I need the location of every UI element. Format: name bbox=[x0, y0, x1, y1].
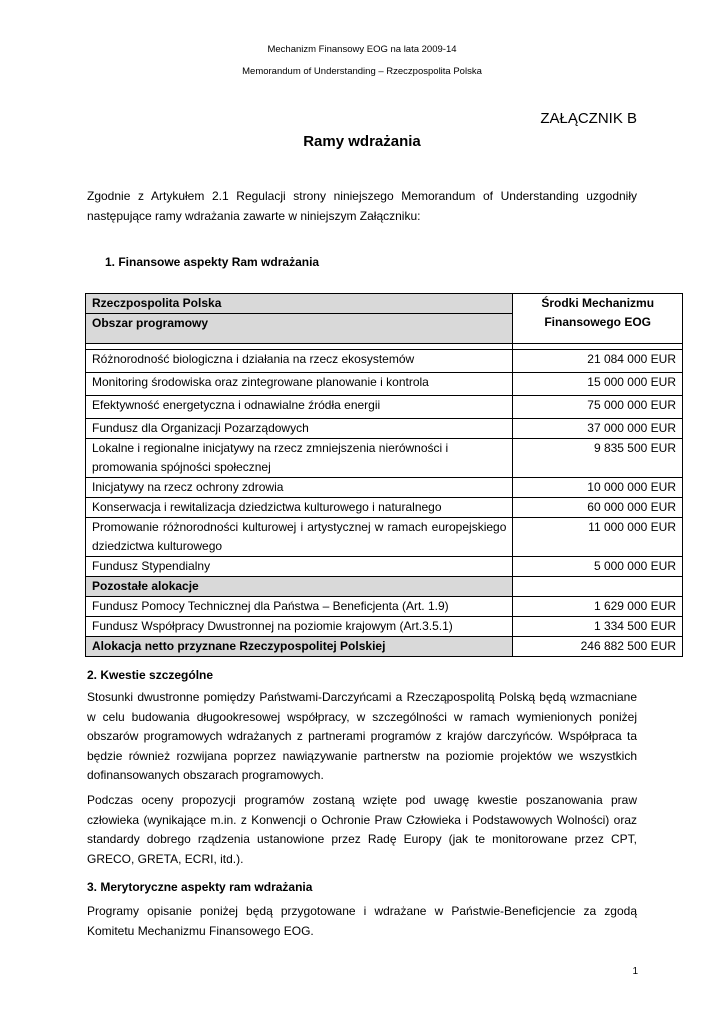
table-row bbox=[86, 396, 683, 419]
row-name: Różnorodność biologiczna i działania na rzecz ekosystemów bbox=[86, 350, 513, 373]
table-row bbox=[86, 498, 683, 518]
section-1-heading: 1. Finansowe aspekty Ram wdrażania bbox=[105, 255, 320, 269]
table-row bbox=[86, 350, 683, 373]
running-header-subtitle: Memorandum of Understanding – Rzeczpospolita Polska bbox=[242, 66, 482, 77]
section-2-heading: 2. Kwestie szczególne bbox=[87, 668, 214, 682]
total-amount: 246 882 500 EUR bbox=[513, 637, 683, 657]
row-amount: 21 084 000 EUR bbox=[513, 350, 683, 373]
intro-paragraph: Zgodnie z Artykułem 2.1 Regulacji strony niniejszego Memorandum of Understanding uzgodniły następujące ramy wdrażania zawarte w niniejszym Załączniku: bbox=[87, 189, 637, 223]
row-name: Fundusz Stypendialny bbox=[86, 557, 513, 577]
row-name: Monitoring środowiska oraz zintegrowane planowanie i kontrola bbox=[86, 373, 513, 396]
row-amount: 11 000 000 EUR bbox=[513, 518, 683, 557]
total-row bbox=[86, 637, 683, 657]
row-amount: 15 000 000 EUR bbox=[513, 373, 683, 396]
header-amount bbox=[513, 294, 683, 344]
table-row bbox=[86, 478, 683, 498]
row-name: Lokalne i regionalne inicjatywy na rzecz zmniejszenia nierówności i promowania spójności społecznej bbox=[86, 439, 513, 478]
row-amount: 9 835 500 EUR bbox=[513, 439, 683, 478]
header-amount-line1: Środki Mechanizmu bbox=[541, 296, 655, 310]
row-name: Inicjatywy na rzecz ochrony zdrowia bbox=[86, 478, 513, 498]
table-row bbox=[86, 597, 683, 617]
row-name: Fundusz dla Organizacji Pozarządowych bbox=[86, 419, 513, 439]
row-name: Konserwacja i rewitalizacja dziedzictwa kulturowego i naturalnego bbox=[86, 498, 513, 518]
table-row bbox=[86, 439, 683, 478]
row-amount: 60 000 000 EUR bbox=[513, 498, 683, 518]
row-amount: 37 000 000 EUR bbox=[513, 419, 683, 439]
financial-table bbox=[85, 293, 683, 657]
header-country: Rzeczpospolita Polska bbox=[86, 294, 513, 314]
table-row bbox=[86, 419, 683, 439]
row-amount: 1 629 000 EUR bbox=[513, 597, 683, 617]
table-row bbox=[86, 617, 683, 637]
header-area: Obszar programowy bbox=[86, 314, 513, 344]
table-row bbox=[86, 518, 683, 557]
row-amount: 5 000 000 EUR bbox=[513, 557, 683, 577]
table-header-row bbox=[86, 294, 683, 314]
page-number: 1 bbox=[632, 966, 638, 977]
row-amount: 1 334 500 EUR bbox=[513, 617, 683, 637]
row-name: Efektywność energetyczna i odnawialne źródła energii bbox=[86, 396, 513, 419]
running-header-title: Mechanizm Finansowy EOG na lata 2009-14 bbox=[267, 44, 457, 55]
row-name: Fundusz Pomocy Technicznej dla Państwa – Beneficjenta (Art. 1.9) bbox=[86, 597, 513, 617]
row-name: Fundusz Współpracy Dwustronnej na poziomie krajowym (Art.3.5.1) bbox=[86, 617, 513, 637]
section-2-paragraph-1: Stosunki dwustronne pomiędzy Państwami-Darczyńcami a Rzecząpospolitą Polską będą wzmacniane w celu budowania długookresowej współpracy, w szczególności w ramach wymienionych poniżej obszarów programowych wdrażanych z partnerami programów z krajów darczyńców. Współpraca ta będzie również rozwijana poprzez nawiązywanie partnerstw na poziomie projektów we wszystkich dofinansowanych obszarach programowych. bbox=[87, 690, 637, 782]
row-amount: 10 000 000 EUR bbox=[513, 478, 683, 498]
section-3-paragraph-1: Programy opisanie poniżej będą przygotowane i wdrażane w Państwie-Beneficjencie za zgodą Komitetu Mechanizmu Finansowego EOG. bbox=[87, 904, 637, 938]
table-row bbox=[86, 557, 683, 577]
row-name: Promowanie różnorodności kulturowej i artystycznej w ramach europejskiego dziedzictwa kulturowego bbox=[86, 518, 513, 557]
other-allocations-row bbox=[86, 577, 683, 597]
row-amount: 75 000 000 EUR bbox=[513, 396, 683, 419]
total-label: Alokacja netto przyznane Rzeczypospolitej Polskiej bbox=[86, 637, 513, 657]
header-amount-line2: Finansowego EOG bbox=[544, 315, 652, 329]
other-allocations-label: Pozostałe alokacje bbox=[86, 577, 513, 597]
section-3-heading: 3. Merytoryczne aspekty ram wdrażania bbox=[87, 880, 313, 894]
table-row bbox=[86, 373, 683, 396]
annex-label: ZAŁĄCZNIK B bbox=[540, 110, 637, 127]
page-title: Ramy wdrażania bbox=[303, 133, 421, 150]
section-2-paragraph-2: Podczas oceny propozycji programów zostaną wzięte pod uwagę kwestie poszanowania praw człowieka (wynikające m.in. z Konwencji o Ochronie Praw Człowieka i Podstawowych Wolności) oraz standardy dobrego rządzenia ustanowione przez Radę Europy (jak te monitorowane przez CPT, GRECO, GRETA, ECRI, itd.). bbox=[87, 793, 637, 866]
